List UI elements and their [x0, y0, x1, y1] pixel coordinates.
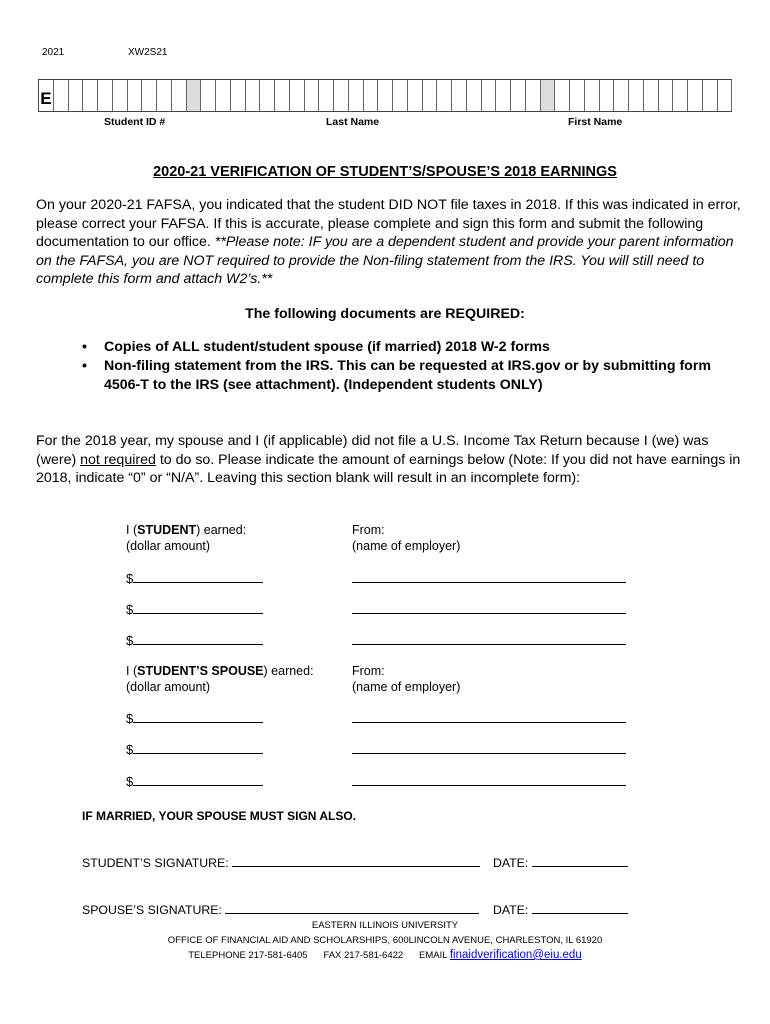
last-name-box[interactable]: [216, 80, 231, 111]
last-name-box[interactable]: [482, 80, 497, 111]
student-signature-field[interactable]: STUDENT’S SIGNATURE:: [82, 855, 480, 870]
student-earned-label: I (STUDENT) earned: (dollar amount): [126, 523, 247, 553]
footer-address: OFFICE OF FINANCIAL AID AND SCHOLARSHIPS, 600LINCOLN AVENUE, CHARLESTON, IL 61920: [167, 935, 603, 946]
spouse-signature-field[interactable]: SPOUSE’S SIGNATURE:: [82, 902, 479, 917]
last-name-box[interactable]: [526, 80, 541, 111]
not-required-text: not required: [80, 451, 156, 468]
spouse-employer-field[interactable]: [352, 785, 626, 786]
statement-paragraph: For the 2018 year, my spouse and I (if applicable) did not file a U.S. Income Tax Return because I (we) was (were) not required to do so. Please indicate the amount of earnings below (Note: If you did not have earnings in 2018, indicate “0” or “N/A”. Leaving this section blank will result in an incomplete form):: [36, 433, 741, 486]
student-id-box[interactable]: [172, 80, 187, 111]
student-id-box[interactable]: [128, 80, 143, 111]
separator-box: [187, 80, 202, 111]
email-link[interactable]: finaidverification@eiu.edu: [449, 949, 582, 961]
first-name-label: First Name: [568, 116, 623, 128]
student-amount-field[interactable]: $: [126, 570, 263, 586]
student-id-box[interactable]: [69, 80, 84, 111]
first-name-box[interactable]: [688, 80, 703, 111]
form-code: XW2S21: [128, 47, 168, 58]
last-name-box[interactable]: [408, 80, 423, 111]
spouse-date-field[interactable]: DATE:: [493, 902, 628, 917]
first-name-box[interactable]: [614, 80, 629, 111]
first-name-box[interactable]: [600, 80, 615, 111]
last-name-box[interactable]: [201, 80, 216, 111]
first-name-box[interactable]: [718, 80, 733, 111]
student-employer-field[interactable]: [352, 644, 626, 645]
last-name-label: Last Name: [326, 116, 380, 128]
first-name-box[interactable]: [703, 80, 718, 111]
last-name-box[interactable]: [260, 80, 275, 111]
student-employer-field[interactable]: [352, 582, 626, 583]
list-item: • Non-filing statement from the IRS. This can be requested at IRS.gov or by submitting form 4506-T to the IRS (see attachment). (Independent students ONLY): [82, 358, 711, 393]
student-id-box[interactable]: [157, 80, 172, 111]
last-name-box[interactable]: [437, 80, 452, 111]
last-name-box[interactable]: [319, 80, 334, 111]
form-year: 2021: [42, 47, 65, 58]
married-note: IF MARRIED, YOUR SPOUSE MUST SIGN ALSO.: [82, 809, 357, 823]
last-name-box[interactable]: [246, 80, 261, 111]
student-id-label: Student ID #: [104, 116, 166, 128]
last-name-box[interactable]: [334, 80, 349, 111]
intro-paragraph: [36, 196, 741, 289]
id-prefix: E: [39, 80, 54, 111]
id-name-strip: [38, 79, 732, 112]
footer-fax: FAX 217-581-6422: [323, 950, 404, 961]
spouse-employer-label: From: (name of employer): [352, 664, 461, 694]
last-name-box[interactable]: [496, 80, 511, 111]
student-date-field[interactable]: DATE:: [493, 855, 628, 870]
student-id-box[interactable]: [142, 80, 157, 111]
last-name-box[interactable]: [305, 80, 320, 111]
last-name-box[interactable]: [290, 80, 305, 111]
student-employer-label: From: (name of employer): [352, 523, 461, 553]
student-employer-field[interactable]: [352, 613, 626, 614]
student-amount-field[interactable]: $: [126, 632, 263, 648]
spouse-amount-field[interactable]: $: [126, 741, 263, 757]
last-name-box[interactable]: [452, 80, 467, 111]
last-name-box[interactable]: [364, 80, 379, 111]
last-name-box[interactable]: [511, 80, 526, 111]
footer-email-label: EMAIL: [419, 950, 448, 961]
last-name-box[interactable]: [393, 80, 408, 111]
last-name-box[interactable]: [423, 80, 438, 111]
first-name-box[interactable]: [644, 80, 659, 111]
first-name-box[interactable]: [659, 80, 674, 111]
spouse-amount-field[interactable]: $: [126, 773, 263, 789]
intro-note: **Please note: IF you are a dependent student and provide your parent information on the FAFSA, you are NOT required to provide the Non-filing statement from the IRS. You will still need to complete this form and attach W2’s.**: [36, 234, 734, 287]
spouse-amount-field[interactable]: $: [126, 710, 263, 726]
student-id-box[interactable]: [98, 80, 113, 111]
footer-contact: [0, 948, 770, 963]
first-name-box[interactable]: [570, 80, 585, 111]
spouse-employer-field[interactable]: [352, 753, 626, 754]
first-name-box[interactable]: [585, 80, 600, 111]
first-name-box[interactable]: [629, 80, 644, 111]
required-docs-list: [82, 338, 722, 395]
form-title: 2020-21 VERIFICATION OF STUDENT’S/SPOUSE’S 2018 EARNINGS: [153, 164, 617, 180]
student-id-box[interactable]: [83, 80, 98, 111]
student-id-box[interactable]: [54, 80, 69, 111]
first-name-box[interactable]: [555, 80, 570, 111]
spouse-earned-label: I (STUDENT’S SPOUSE) earned: (dollar amount): [126, 664, 314, 694]
last-name-box[interactable]: [231, 80, 246, 111]
separator-box: [541, 80, 556, 111]
last-name-box[interactable]: [349, 80, 364, 111]
last-name-box[interactable]: [467, 80, 482, 111]
footer-org: EASTERN ILLINOIS UNIVERSITY: [311, 920, 459, 931]
student-amount-field[interactable]: $: [126, 601, 263, 617]
spouse-employer-field[interactable]: [352, 722, 626, 723]
list-item: • Copies of ALL student/student spouse (if married) 2018 W-2 forms: [82, 339, 550, 355]
intro-text: On your 2020-21 FAFSA, you indicated that the student DID NOT file taxes in 2018. If this was indicated in error, please correct your FAFSA. If this is accurate, please complete and sign this form and submit the following documentation to our office.: [36, 197, 741, 250]
last-name-box[interactable]: [378, 80, 393, 111]
last-name-box[interactable]: [275, 80, 290, 111]
required-heading: The following documents are REQUIRED:: [245, 306, 525, 322]
student-id-box[interactable]: [113, 80, 128, 111]
first-name-box[interactable]: [673, 80, 688, 111]
footer-phone: TELEPHONE 217-581-6405: [188, 950, 308, 961]
